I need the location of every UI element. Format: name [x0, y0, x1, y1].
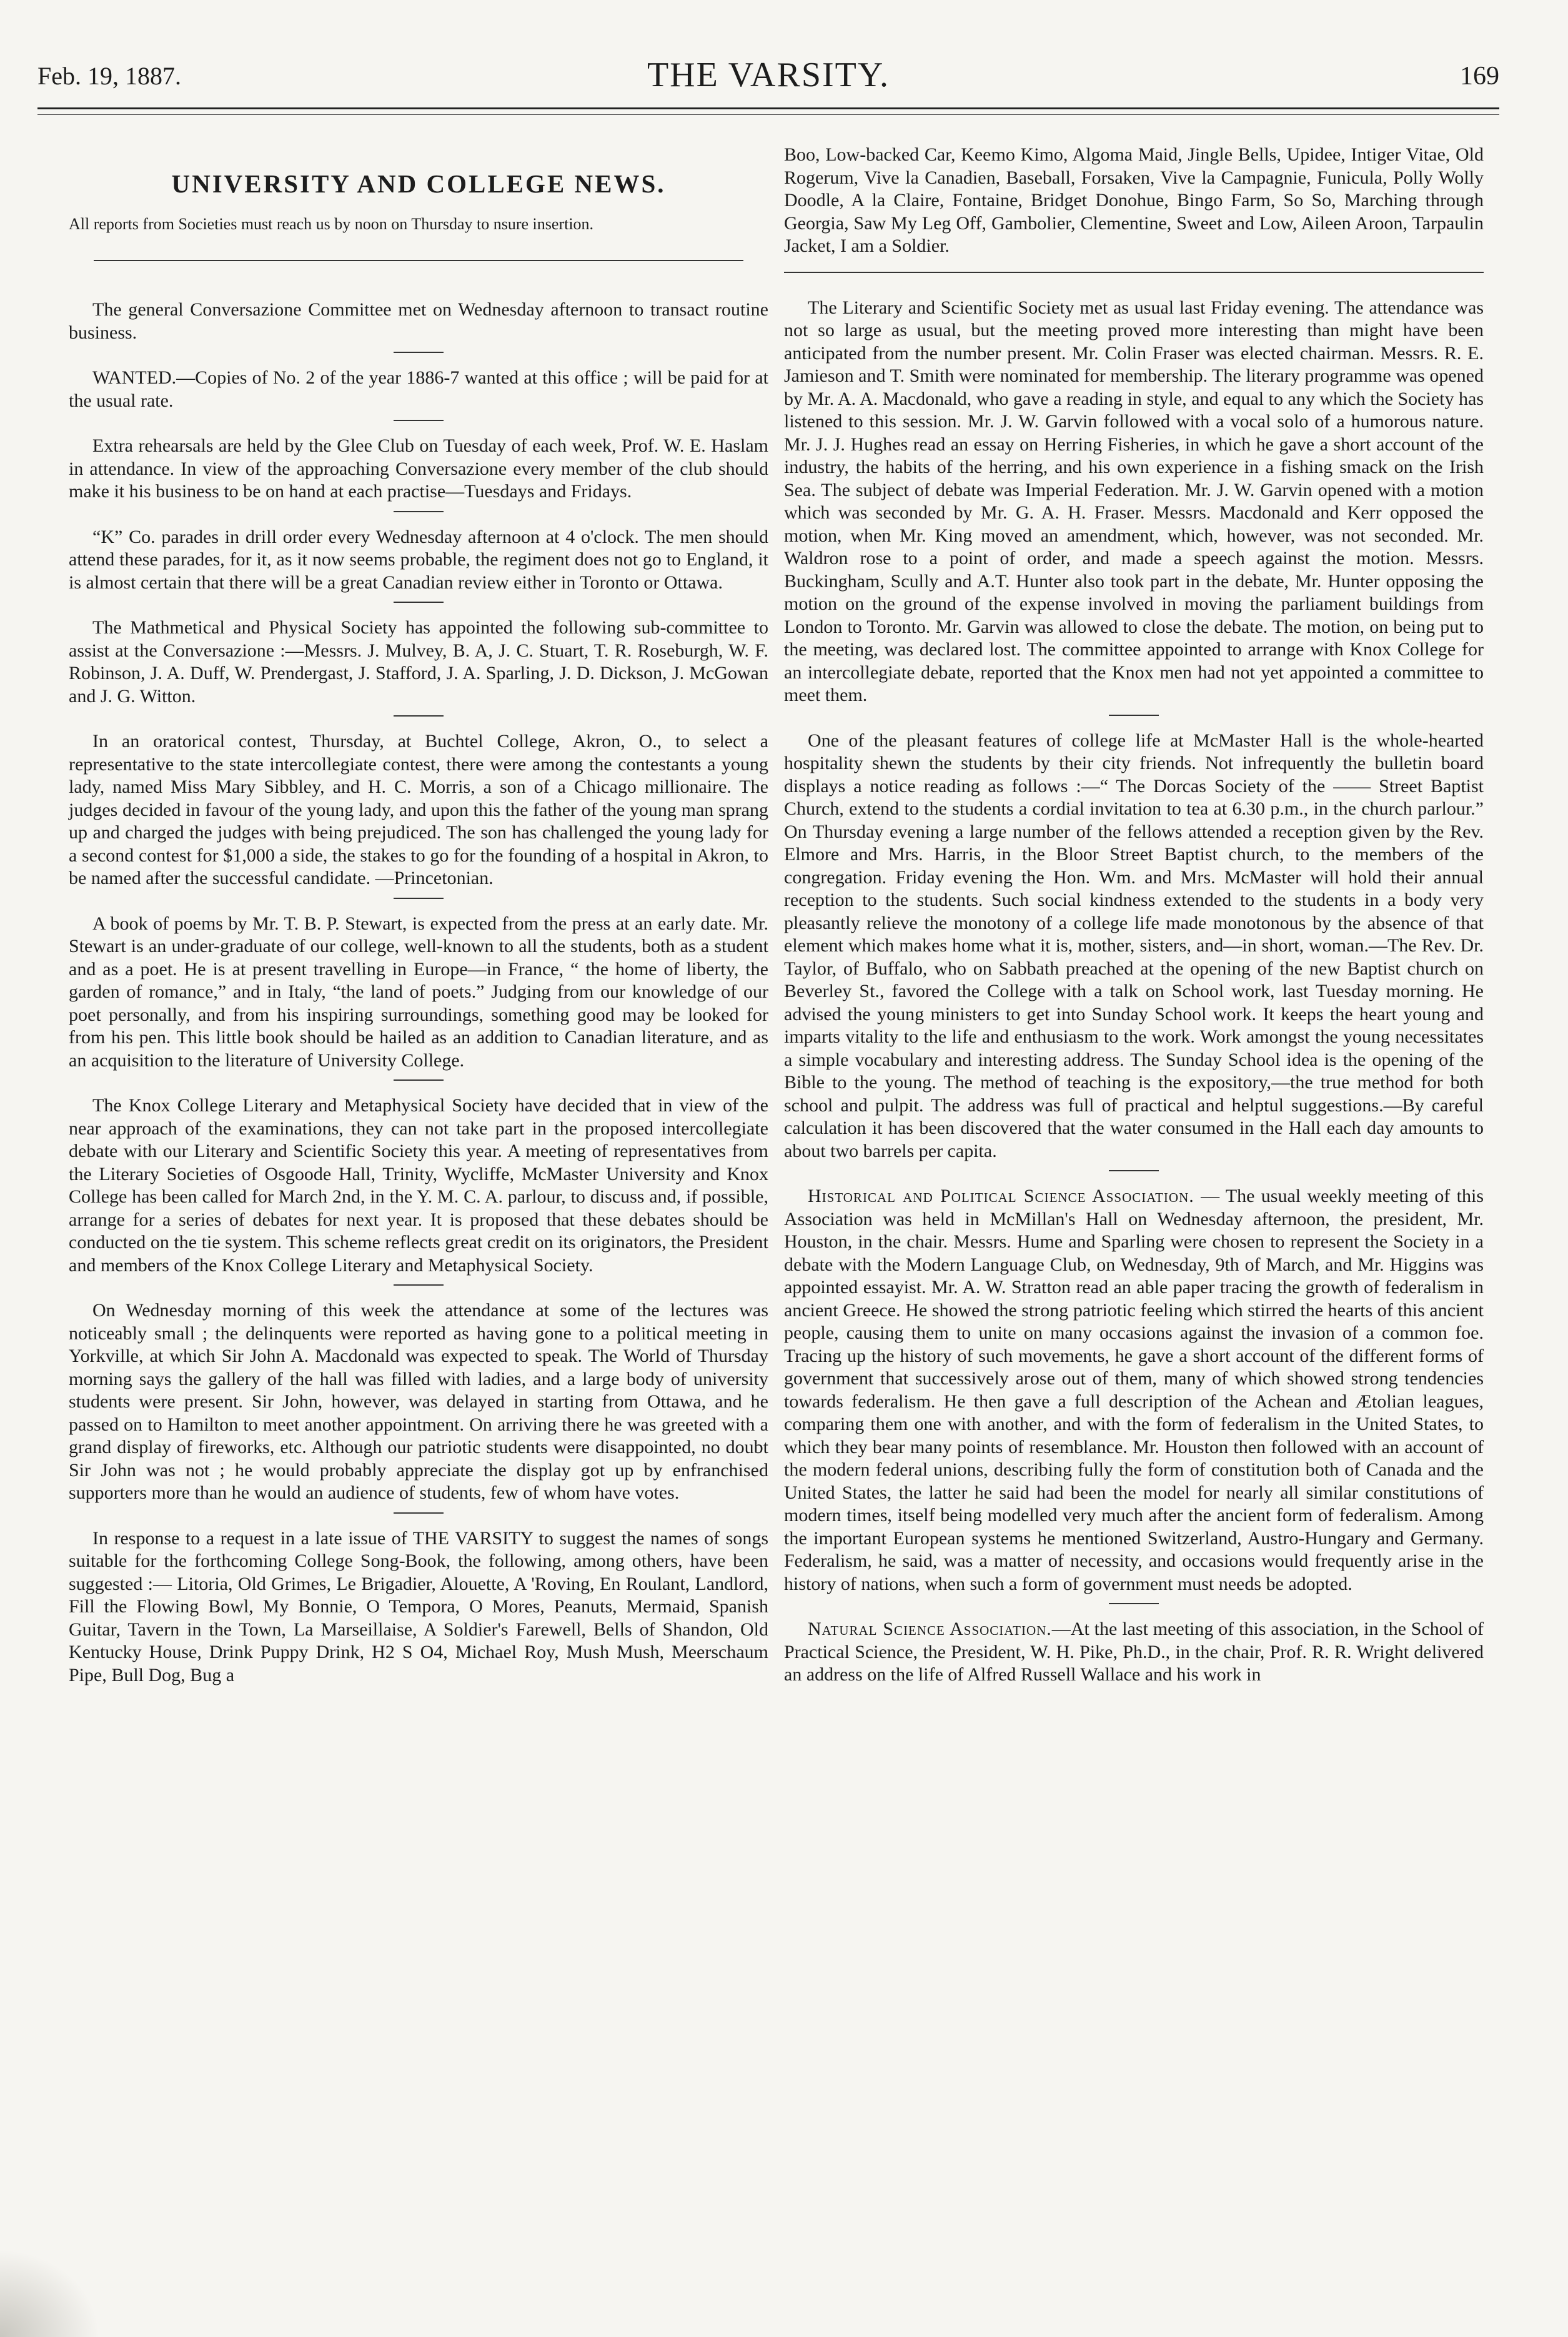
- item-separator: [1109, 1170, 1159, 1171]
- news-item-knox-college: The Knox College Literary and Metaphysical Society have decided that in view of the near approach of the examinations, they can not take part in the proposed intercollegiate debate with our Literary and Scientific Society this year. A meeting of representatives from the Literary Societies of Osgoode Hall, Trinity, Wycliffe, McMaster University and Knox College has been called for March 2nd, in the Y. M. C. A. parlour, to discuss and, if possible, arrange for a series of debates for next year. It is proposed that these debates should be conducted on the tie system. This scheme reflects great credit on its originators, the President and members of the Knox College Literary and Metaphysical Society.: [69, 1095, 768, 1276]
- page-number: 169: [1460, 62, 1499, 91]
- item-rule: [784, 272, 1484, 273]
- item-separator: [394, 511, 444, 512]
- left-column: [69, 144, 768, 1687]
- running-header: [37, 49, 1499, 105]
- news-item-literary-society: The Literary and Scientific Society met as usual last Friday evening. The attendance was not so large as usual, but the meeting proved more interesting than might have been anticipated from the number present. Mr. Colin Fraser was elected chairman. Messrs. R. E. Jamieson and T. Smith were nominated for membership. The literary programme was opened by Mr. A. A. Macdonald, who gave a reading in style, and equal to any which the Society has listened to this session. Mr. J. W. Garvin followed with a vocal solo of a humorous nature. Mr. J. J. Hughes read an essay on Herring Fisheries, in which he gave a short account of the industry, the habits of the herring, and his own experience in a fishing smack on the Irish Sea. The subject of debate was Imperial Federation. Mr. J. W. Garvin opened with a motion which was seconded by Mr. G. A. H. Fraser. Messrs. Macdonald and Kerr opposed the motion, when Mr. King moved an amendment, which, however, was not seconded. Mr. Waldron rose to a point of order, and made a speech against the motion. Messrs. Buckingham, Scully and A.T. Hunter also took part in the debate, Mr. Hunter opposing the motion on the ground of the expense involved in moving the parliament buildings from London to Toronto. Mr. Garvin was allowed to close the debate. The motion, on being put to the meeting, was declared lost. The committee appointed to arrange with Knox College for an intercollegiate debate, reported that the Knox men had not yet appointed a committee to meet them.: [784, 297, 1484, 705]
- news-item-natural-science: Natural Science Association.—At the last meeting of this association, in the School of Practical Science, the President, W. H. Pike, Ph.D., in the chair, Prof. R. R. Wright delivered an address on the life of Alfred Russell Wallace and his work in: [784, 1619, 1484, 1685]
- masthead-title: THE VARSITY.: [647, 56, 890, 94]
- natural-science-text: At the last meeting of this association, in the School of Practical Science, the President, W. H. Pike, Ph.D., in the chair, Prof. R. R. Wright delivered an address on the life of Alfred Russell Wallace and his work in: [784, 1619, 1484, 1685]
- item-separator: [394, 602, 444, 603]
- item-separator: [1109, 1603, 1159, 1604]
- news-item-wanted: WANTED.—Copies of No. 2 of the year 1886-7 wanted at this office ; will be paid for at the usual rate.: [69, 367, 768, 411]
- news-item-political-meeting: On Wednesday morning of this week the attendance at some of the lectures was noticeably small ; the delinquents were reported as having gone to a political meeting in Yorkville, at which Sir John A. Macdonald was expected to speak. The World of Thursday morning says the gallery of the hall was filled with ladies, and a large body of university students were present. Sir John, however, was delayed in starting from Ottawa, and he passed on to Hamilton to meet another appointment. On arriving there he was greeted with a grand display of fireworks, etc. Although our patriotic students were disappointed, no doubt Sir John was not ; he would probably appreciate the display got up by enfranchised supporters more than he would an audience of students, few of whom have votes.: [69, 1300, 768, 1503]
- news-item-mathematical-society: The Mathmetical and Physical Society has appointed the following sub-committee to assist at the Conversazione :—Messrs. J. Mulvey, B. A, J. C. Stuart, T. R. Roseburgh, W. F. Robinson, J. A. Duff, W. Prendergast, J. Stafford, J. A. Sparling, J. D. Dickson, J. McGowan and J. G. Witton.: [69, 617, 768, 707]
- issue-date: Feb. 19, 1887.: [37, 62, 181, 90]
- header-rule: [37, 107, 1499, 115]
- reports-notice: All reports from Societies must reach us by noon on Thursday to nsure insertion.: [69, 215, 594, 233]
- section-rule: [94, 260, 743, 261]
- natural-science-heading: Natural Science Association.: [808, 1619, 1052, 1639]
- section-title: UNIVERSITY AND COLLEGE NEWS.: [171, 169, 666, 198]
- news-item-glee-club: Extra rehearsals are held by the Glee Club on Tuesday of each week, Prof. W. E. Haslam in attendance. In view of the approaching Conversazione every member of the club should make it his business to be on hand at each practise—Tuesdays and Fridays.: [69, 435, 768, 502]
- news-item-song-book: In response to a request in a late issue of THE VARSITY to suggest the names of songs suitable for the forthcoming College Song-Book, the following, among others, have been suggested :— Litoria, Old Grimes, Le Brigadier, Alouette, A 'Roving, En Roulant, Landlord, Fill the Flowing Bowl, My Bonnie, O Tempora, O Mores, Peanuts, Mermaid, Spanish Guitar, Tavern in the Town, La Marseillaise, A Soldier's Farewell, Bells of Shandon, Old Kentucky House, Drink Puppy Drink, H2 S O4, Michael Roy, Mush Mush, Meerschaum Pipe, Bull Dog, Bug a: [69, 1527, 768, 1685]
- news-item-song-list-continued: Boo, Low-backed Car, Keemo Kimo, Algoma Maid, Jingle Bells, Upidee, Intiger Vitae, Old Rogerum, Vive la Canadien, Baseball, Forsaken, Vive la Campagnie, Funicula, Polly Wolly Doodle, A la Claire, Fontaine, Bridget Donohue, Bingo Farm, So So, Marching through Georgia, Saw My Leg Off, Gambolier, Clementine, Sweet and Low, Aileen Aroon, Tarpaulin Jacket, I am a Soldier.: [784, 144, 1484, 256]
- news-item-mcmaster-hall: One of the pleasant features of college life at McMaster Hall is the whole-hearted hospitality shewn the students by their city friends. Not infrequently the bulletin board displays a notice reading as follows :—“ The Dorcas Society of the —— Street Baptist Church, extend to the students a cordial invitation to tea at 6.30 p.m., in the church parlour.” On Thursday evening a large number of the fellows attended a reception given by the Rev. Elmore and Mrs. Harris, in the Bloor Street Baptist church, to the members of the congregation. Friday evening the Hon. Wm. and Mrs. McMaster will hold their annual reception to the students. Such social kindness extended to the students in a body very pleasantly relieve the monotony of a college life made monotonous by the absence of that element which makes home what it is, mother, sisters, and—in short, woman.—The Rev. Dr. Taylor, of Buffalo, who on Sabbath preached at the opening of the new Baptist church on Beverley St., favored the College with a talk on School work, last Tuesday morning. He advised the young ministers to get into Sunday School work. It keeps the heart young and imparts vitality to the life and enthusiasm to the work. Work amongst the young necessitates a simple vocabulary and interesting address. The Sunday School idea is the opening of the Bible to the young. The method of teaching is the expository,—the true method for both school and pulpit. The address was full of practical and helptul suggestions.—By careful calculation it has been discovered that the water consumed in the Hall each day amounts to about two barrels per capita.: [784, 730, 1484, 1161]
- news-item-book-of-poems: A book of poems by Mr. T. B. P. Stewart, is expected from the press at an early date. Mr. Stewart is an under-graduate of our college, well-known to all the students, both as a student and as a poet. He is at present travelling in Europe—in France, “ the home of liberty, the garden of romance,” and in Italy, “the land of poets.” Judging from our knowledge of our poet personally, and from his inspiring surroundings, something good may be looked for from his pen. This little book should be hailed as an addition to Canadian literature, and as an acquisition to the literature of University College.: [69, 913, 768, 1071]
- item-separator: [394, 352, 444, 353]
- item-separator: [1109, 715, 1159, 716]
- news-item-k-company: “K” Co. parades in drill order every Wednesday afternoon at 4 o'clock. The men should attend these parades, for it, as it now seems probable, the regiment does not go to England, it is almost certain that there will be a great Canadian review either in Toronto or Ottawa.: [69, 526, 768, 593]
- item-separator: [394, 898, 444, 899]
- right-column: [784, 144, 1484, 1687]
- item-separator: [394, 420, 444, 421]
- news-item-conversazione: The general Conversazione Committee met on Wednesday afternoon to transact routine business.: [69, 299, 768, 343]
- item-separator: [394, 1512, 444, 1514]
- news-item-historical-association: Historical and Political Science Association. — The usual weekly meeting of this Association was held in McMillan's Hall on Wednesday afternoon, the president, Mr. Houston, in the chair. Messrs. Hume and Sparling were chosen to represent the Society in a debate with the Modern Language Club, on Wednesday, 9th of March, and Mr. Higgins was appointed essayist. Mr. A. W. Stratton read an able paper tracing the growth of federalism in ancient Greece. He showed the strong patriotic feeling which stirred the hearts of this ancient people, causing them to unite on many occasions against the invasion of a common foe. Tracing up the history of such movements, he gave a short account of the different forms of government that successively arose out of them, many of which showed strong tendencies towards federalism. He then gave a full description of the Achean and Ætolian leagues, comparing them one with another, and with the form of federalism in the United States, to which they bear many points of resemblance. Mr. Houston then followed with an account of the modern federal unions, describing fully the form of constitution both of Canada and the United States, the latter he said had been the model for nearly all similar constitutions of modern times, itself being modelled very much after the ancient form of federalism. Among the important European systems he mentioned Switzerland, Austro-Hungary and Germany. Federalism, he said, was a matter of necessity, and occasions would frequently arise in the history of nations, when such a form of government must needs be adopted.: [784, 1186, 1484, 1594]
- news-item-oratorical-contest: In an oratorical contest, Thursday, at Buchtel College, Akron, O., to select a representative to the state intercollegiate contest, there were among the contestants a young lady, named Miss Mary Sibbley, and H. C. Morris, a son of a Chicago millionaire. The judges decided in favour of the young lady, and upon this the father of the young man sprang up and charged the judges with being prejudiced. The son has challenged the young lady for a second contest for $1,000 a side, the stakes to go for the founding of a hospital in Akron, to be named after the successful candidate. —Princetonian.: [69, 731, 768, 888]
- item-separator: [394, 715, 444, 717]
- page-wear-mark: [0, 2250, 100, 2337]
- item-separator: [394, 1079, 444, 1081]
- item-separator: [394, 1284, 444, 1286]
- historical-association-text: The usual weekly meeting of this Association was held in McMillan's Hall on Wednesday afternoon, the president, Mr. Houston, in the chair. Messrs. Hume and Sparling were chosen to represent the Society in a debate with the Modern Language Club, on Wednesday, 9th of March, and Mr. Higgins was appointed essayist. Mr. A. W. Stratton read an able paper tracing the growth of federalism in ancient Greece. He showed the strong patriotic feeling which stirred the hearts of this ancient people, causing them to unite on many occasions against the invasion of a common foe. Tracing up the history of such movements, he gave a short account of the different forms of government that successively arose out of them, many of which showed strong tendencies towards federalism. He then gave a full description of the Achean and Ætolian leagues, comparing them one with another, and with the form of federalism in the United States, to which they bear many points of resemblance. Mr. Houston then followed with an account of the modern federal unions, describing fully the form of constitution both of Canada and the United States, the latter he said had been the model for nearly all similar constitutions of modern times, itself being modelled very much after the ancient form of federalism. Among the important European systems he mentioned Switzerland, Austro-Hungary and Germany. Federalism, he said, was a matter of necessity, and occasions would frequently arise in the history of nations, when such a form of government must needs be adopted.: [784, 1186, 1484, 1594]
- historical-association-heading: Historical and Political Science Association.: [808, 1186, 1194, 1206]
